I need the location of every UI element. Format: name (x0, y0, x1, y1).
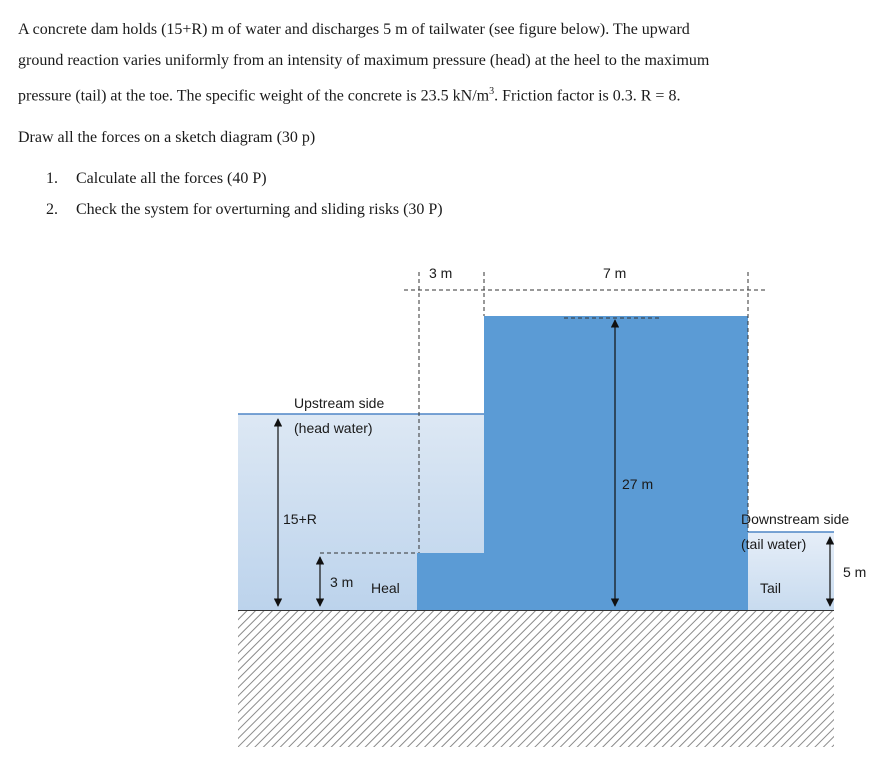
tail-label: Tail (760, 580, 782, 596)
dam-height-label: 27 m (622, 476, 654, 492)
list-item: 2. Check the system for overturning and sliding risks (30 P) (46, 201, 443, 218)
downstream-label-2: (tail water) (741, 536, 807, 552)
heel-label: Heal (371, 580, 400, 596)
upstream-label-1: Upstream side (294, 395, 385, 411)
dim-top-left-label: 3 m (429, 265, 453, 281)
step-height-label: 3 m (330, 574, 354, 590)
dim-top-right-label: 7 m (603, 265, 627, 281)
problem-line-1: A concrete dam holds (15+R) m of water and discharges 5 m of tailwater (see figure below). The upward (18, 21, 690, 38)
tail-depth-label: 5 m (843, 564, 867, 580)
ground-hatch (238, 611, 834, 747)
problem-line-3: pressure (tail) at the toe. The specific weight of the concrete is 23.5 $kN/m^3$. Friction factor is 0.3. R = 8. (18, 86, 681, 105)
upstream-depth-label: 15+R (283, 511, 317, 527)
upstream-label-2: (head water) (294, 420, 373, 436)
task-statement: Draw all the forces on a sketch diagram (30 p) (18, 129, 316, 146)
downstream-label-1: Downstream side (741, 511, 850, 527)
problem-line-2: ground reaction varies uniformly from an intensity of maximum pressure (head) at the heel to the maximum (18, 52, 710, 69)
list-item: 1. Calculate all the forces (40 P) (46, 170, 267, 187)
